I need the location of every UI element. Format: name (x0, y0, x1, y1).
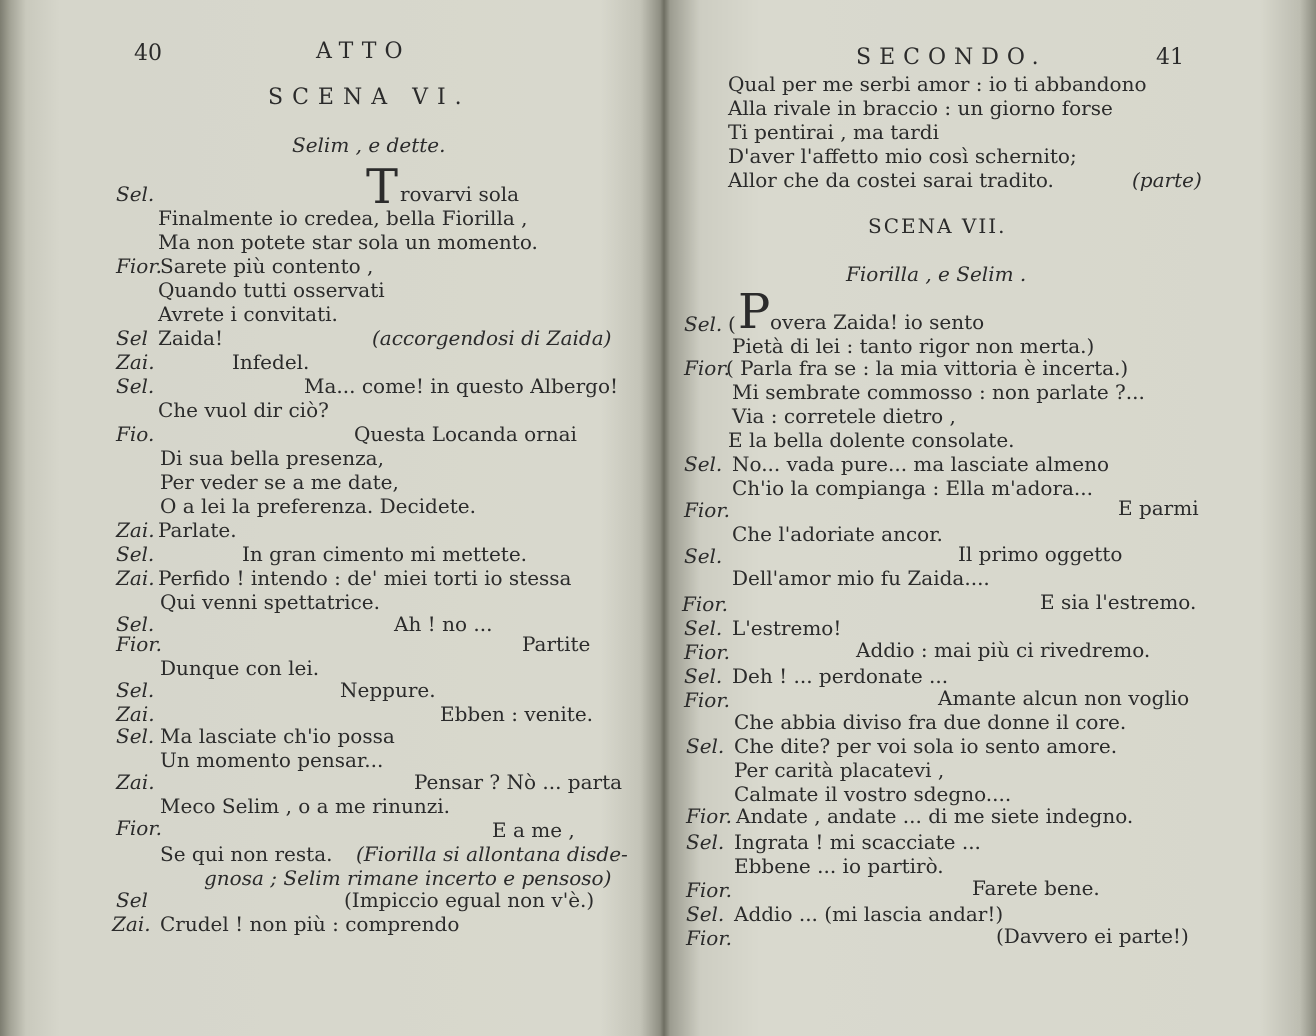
speaker: Sel (116, 888, 148, 912)
page-number: 40 (134, 41, 162, 66)
right-page (666, 0, 1316, 1036)
speaker: Fior. (686, 926, 733, 950)
scene-title: SCENA VI. (268, 85, 471, 110)
verse-line: Se qui non resta. (160, 842, 333, 866)
speaker: Sel. (684, 544, 723, 568)
verse-line: Che l'adoriate ancor. (732, 522, 943, 546)
verse-line: Il primo oggetto (958, 542, 1123, 566)
verse-line: Per veder se a me date, (160, 470, 399, 494)
speaker: Fior. (684, 688, 731, 712)
speaker: Sel. (116, 374, 155, 398)
verse-line: Neppure. (340, 678, 436, 702)
speaker: Fior. (116, 254, 163, 278)
verse-line: E a me , (492, 818, 575, 842)
speaker: Sel. (116, 612, 155, 636)
verse-line: (Impiccio egual non v'è.) (344, 888, 595, 912)
verse-line: Alla rivale in braccio : un giorno forse (728, 96, 1113, 120)
stage-aside: gnosa ; Selim rimane incerto e pensoso) (204, 866, 612, 890)
speaker: Fior. (116, 632, 163, 656)
verse-line: Di sua bella presenza, (160, 446, 384, 470)
verse-line: Via : corretele dietro , (732, 404, 956, 428)
speaker: Sel. (686, 830, 725, 854)
speaker: Fior. (686, 878, 733, 902)
verse-line: overa Zaida! io sento (770, 310, 985, 334)
verse-line: Questa Locanda ornai (354, 422, 577, 446)
verse-line: Dunque con lei. (160, 656, 320, 680)
speaker: Sel. (684, 664, 723, 688)
verse-line: E parmi (1118, 496, 1199, 520)
verse-line: Ma non potete star sola un momento. (158, 230, 538, 254)
verse-line: Qui venni spettatrice. (160, 590, 380, 614)
verse-line: Qual per me serbi amor : io ti abbandono (728, 72, 1147, 96)
running-head: ATTO (316, 39, 411, 64)
verse-line: Allor che da costei sarai tradito. (728, 168, 1054, 192)
verse-line: E sia l'estremo. (1040, 590, 1197, 614)
speaker: Fior. (116, 816, 163, 840)
verse-line: Farete bene. (972, 876, 1100, 900)
verse-line: Sarete più contento , (160, 254, 374, 278)
speaker: Zai. (116, 770, 155, 794)
speaker: Sel. (684, 312, 723, 336)
verse-line: Ingrata ! mi scacciate ... (734, 830, 981, 854)
speaker: Fior. (684, 640, 731, 664)
verse-line: Ma lasciate ch'io possa (160, 724, 395, 748)
verse-line: Meco Selim , o a me rinunzi. (160, 794, 451, 818)
verse-line: E la bella dolente consolate. (728, 428, 1015, 452)
verse-line: In gran cimento mi mettete. (242, 542, 528, 566)
verse-line: Mi sembrate commosso : non parlate ?... (732, 380, 1145, 404)
speaker: Zai. (112, 912, 151, 936)
speaker: Sel. (684, 616, 723, 640)
stage-aside: (accorgendosi di Zaida) (372, 326, 612, 350)
verse-line: Addio : mai più ci rivedremo. (856, 638, 1151, 662)
verse-line: Deh ! ... perdonate ... (732, 664, 949, 688)
verse-line: Ma... come! in questo Albergo! (304, 374, 619, 398)
speaker: Sel. (686, 902, 725, 926)
speaker: Fio. (116, 422, 155, 446)
verse-line: Zaida! (158, 326, 223, 350)
verse-line: Partite (522, 632, 591, 656)
speaker: Sel. (684, 452, 723, 476)
verse-line: Finalmente io credea, bella Fiorilla , (158, 206, 528, 230)
verse-line: Avrete i convitati. (158, 302, 338, 326)
verse-line: Perfido ! intendo : de' miei torti io stessa (158, 566, 572, 590)
verse-line: Andate , andate ... di me siete indegno. (736, 804, 1134, 828)
verse-line: Amante alcun non voglio (938, 686, 1190, 710)
verse-line: No... vada pure... ma lasciate almeno (732, 452, 1110, 476)
verse-line: Ti pentirai , ma tardi (728, 120, 939, 144)
speaker: Zai. (116, 350, 155, 374)
speaker: Fior. (684, 356, 731, 380)
scene-title: SCENA VII. (868, 214, 1007, 238)
stage-aside: (parte) (1132, 168, 1202, 192)
running-head: SECONDO. (856, 45, 1047, 70)
speaker: Sel. (116, 678, 155, 702)
speaker: Fior. (684, 498, 731, 522)
verse-line: Ch'io la compianga : Ella m'adora... (732, 476, 1094, 500)
verse-line: rovarvi sola (400, 182, 520, 206)
stage-direction: Selim , e dette. (292, 133, 446, 157)
speaker: Sel (116, 326, 148, 350)
drop-cap: T (366, 159, 399, 215)
verse-line: ( (728, 312, 736, 336)
stage-direction: Fiorilla , e Selim . (846, 262, 1027, 286)
speaker: Sel. (686, 734, 725, 758)
verse-line: Calmate il vostro sdegno.... (734, 782, 1012, 806)
speaker: Sel. (116, 182, 155, 206)
verse-line: ( Parla fra se : la mia vittoria è incerta.) (726, 356, 1129, 380)
verse-line: Parlate. (158, 518, 237, 542)
verse-line: Pietà di lei : tanto rigor non merta.) (732, 334, 1095, 358)
verse-line: Che dite? per voi sola io sento amore. (734, 734, 1118, 758)
verse-line: O a lei la preferenza. Decidete. (160, 494, 476, 518)
verse-line: Addio ... (mi lascia andar!) (734, 902, 1004, 926)
verse-line: L'estremo! (732, 616, 842, 640)
verse-line: D'aver l'affetto mio così schernito; (728, 144, 1077, 168)
verse-line: Che vuol dir ciò? (158, 398, 329, 422)
verse-line: Ebbene ... io partirò. (734, 854, 944, 878)
page-number: 41 (1156, 45, 1184, 70)
verse-line: Dell'amor mio fu Zaida.... (732, 566, 990, 590)
speaker: Fior. (686, 804, 733, 828)
verse-line: Ah ! no ... (394, 612, 493, 636)
verse-line: Infedel. (232, 350, 310, 374)
verse-line: Ebben : venite. (440, 702, 594, 726)
verse-line: Che abbia diviso fra due donne il core. (734, 710, 1127, 734)
speaker: Sel. (116, 542, 155, 566)
stage-aside: (Fiorilla si allontana disde- (356, 842, 628, 866)
verse-line: Crudel ! non più : comprendo (160, 912, 460, 936)
drop-cap: P (738, 284, 771, 340)
verse-line: Un momento pensar... (160, 748, 384, 772)
verse-line: Quando tutti osservati (158, 278, 385, 302)
verse-line: Pensar ? Nò ... parta (414, 770, 623, 794)
speaker: Sel. (116, 724, 155, 748)
speaker: Zai. (116, 518, 155, 542)
verse-line: Per carità placatevi , (734, 758, 945, 782)
speaker: Zai. (116, 566, 155, 590)
speaker: Fior. (682, 592, 729, 616)
speaker: Zai. (116, 702, 155, 726)
verse-line: (Davvero ei parte!) (996, 924, 1189, 948)
